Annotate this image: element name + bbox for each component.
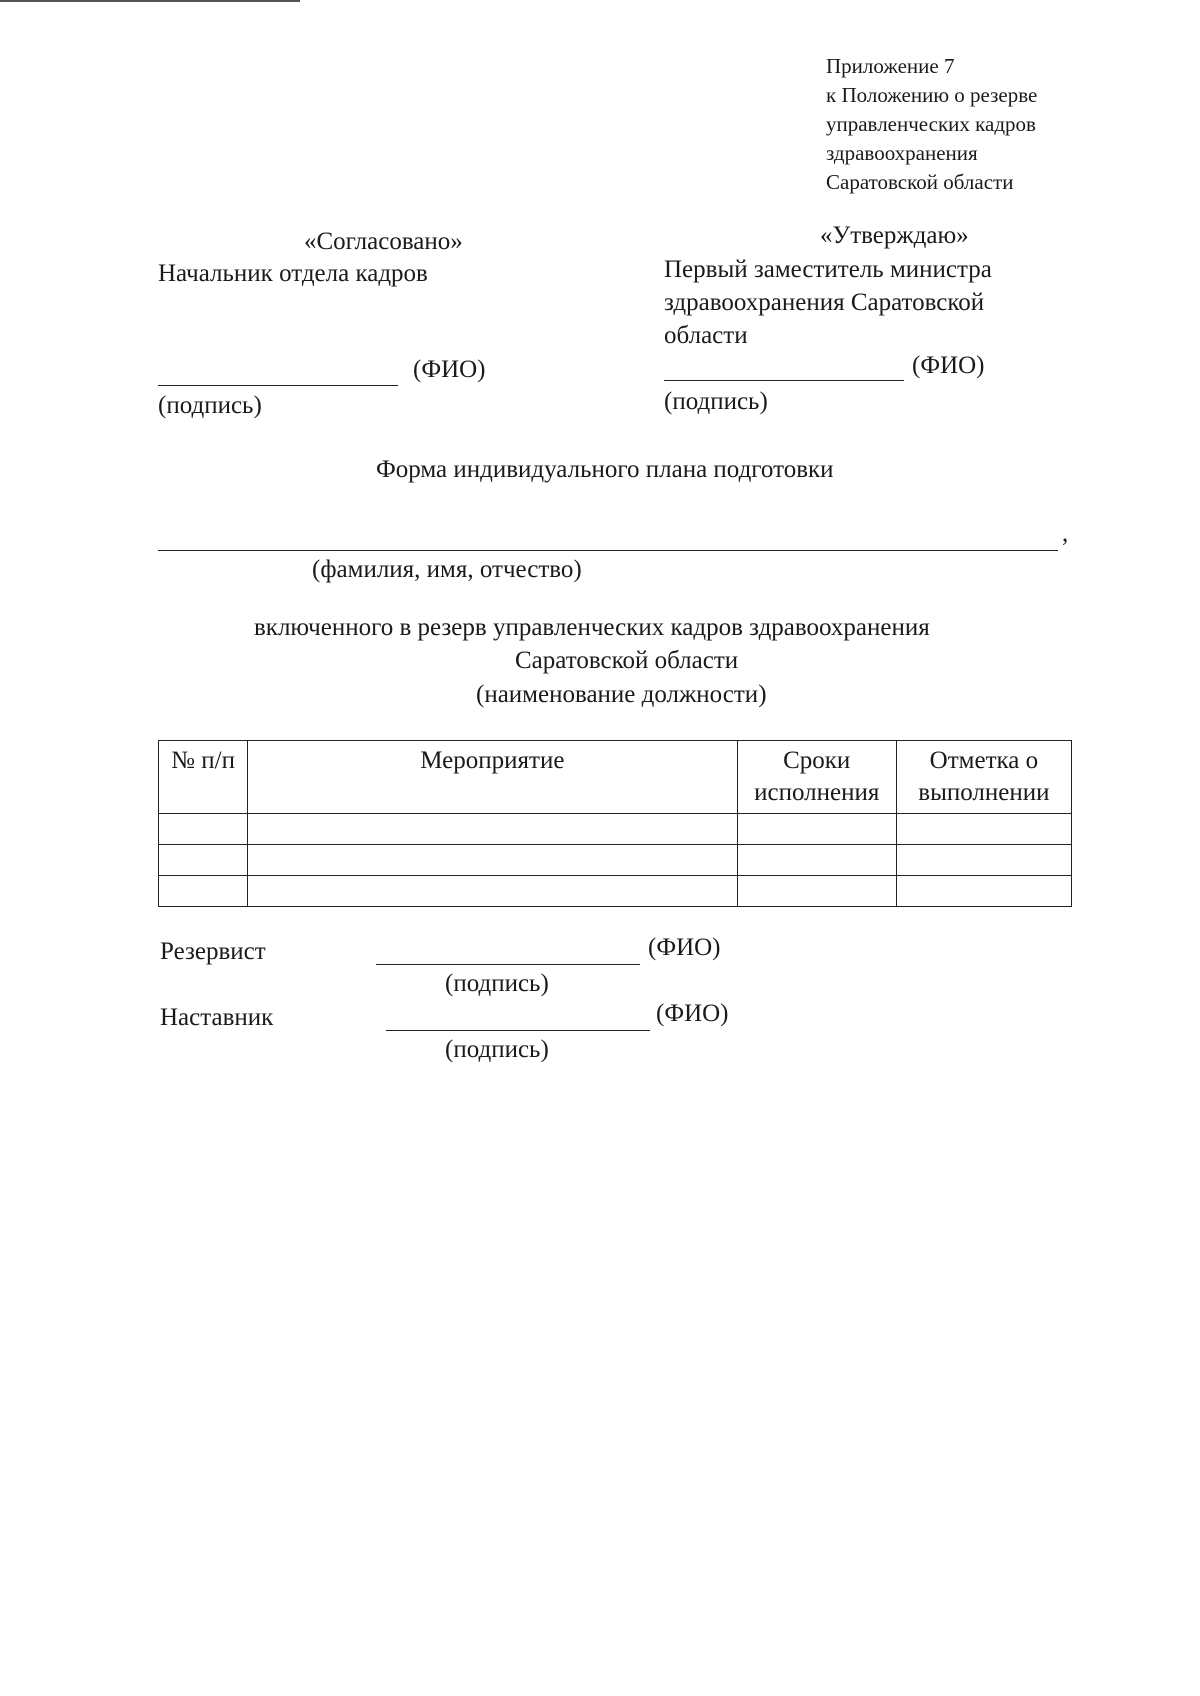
approve-fio: (ФИО) (912, 352, 985, 379)
table-cell[interactable] (896, 876, 1071, 907)
name-caption: (фамилия, имя, отчество) (312, 556, 582, 583)
table-cell[interactable] (159, 876, 248, 907)
approve-signature-line (664, 380, 904, 381)
table-cell[interactable] (896, 845, 1071, 876)
appendix-line: управленческих кадров (826, 112, 1036, 136)
form-subtitle-line: включенного в резерв управленческих кадров здравоохранения (254, 614, 930, 641)
reservist-fio: (ФИО) (648, 934, 721, 961)
appendix-line: Приложение 7 (826, 54, 955, 78)
table-cell[interactable] (737, 876, 896, 907)
reservist-label: Резервист (160, 938, 266, 965)
table-cell[interactable] (248, 814, 738, 845)
approve-signature-caption: (подпись) (664, 388, 768, 415)
mentor-signature-caption: (подпись) (445, 1036, 549, 1063)
table-row (159, 876, 1072, 907)
reservist-signature-caption: (подпись) (445, 970, 549, 997)
table-cell[interactable] (248, 876, 738, 907)
agreed-fio: (ФИО) (413, 356, 486, 383)
mentor-label: Наставник (160, 1004, 274, 1031)
plan-table (158, 740, 1072, 907)
name-line-comma: , (1062, 520, 1069, 547)
position-caption: (наименование должности) (476, 681, 767, 708)
reservist-signature-line (376, 964, 640, 965)
form-subtitle-line: Саратовской области (515, 647, 739, 674)
form-title: Форма индивидуального плана подготовки (376, 456, 834, 483)
appendix-line: здравоохранения (826, 141, 978, 165)
table-row (159, 845, 1072, 876)
table-cell[interactable] (737, 845, 896, 876)
header-deadline-line: исполнения (754, 779, 880, 806)
mentor-signature-line (386, 1030, 650, 1031)
header-activity: Мероприятие (248, 741, 738, 814)
table-header-row (159, 741, 1072, 814)
table-cell[interactable] (159, 845, 248, 876)
approve-position-line: области (664, 322, 748, 349)
approve-position-line: здравоохранения Саратовской (664, 289, 985, 316)
table-row (159, 814, 1072, 845)
agreed-heading: «Согласовано» (304, 228, 463, 255)
approve-position-line: Первый заместитель министра (664, 256, 992, 283)
header-deadline-line: Сроки (783, 747, 851, 774)
approve-heading: «Утверждаю» (820, 222, 969, 249)
table-cell[interactable] (248, 845, 738, 876)
header-mark-line: выполнении (918, 779, 1050, 806)
header-mark (896, 741, 1071, 814)
table-cell[interactable] (737, 814, 896, 845)
appendix-header (826, 52, 1037, 197)
agreed-position: Начальник отдела кадров (158, 260, 428, 287)
name-line (158, 550, 1058, 551)
table-cell[interactable] (896, 814, 1071, 845)
appendix-line: к Положению о резерве (826, 83, 1038, 107)
scan-artifact-line (0, 0, 300, 2)
agreed-signature-caption: (подпись) (158, 392, 262, 419)
header-deadline (737, 741, 896, 814)
mentor-fio: (ФИО) (656, 1000, 729, 1027)
agreed-signature-line (158, 385, 398, 386)
header-mark-line: Отметка о (929, 747, 1039, 774)
appendix-line: Саратовской области (826, 170, 1014, 194)
table-cell[interactable] (159, 814, 248, 845)
header-number: № п/п (159, 741, 248, 814)
